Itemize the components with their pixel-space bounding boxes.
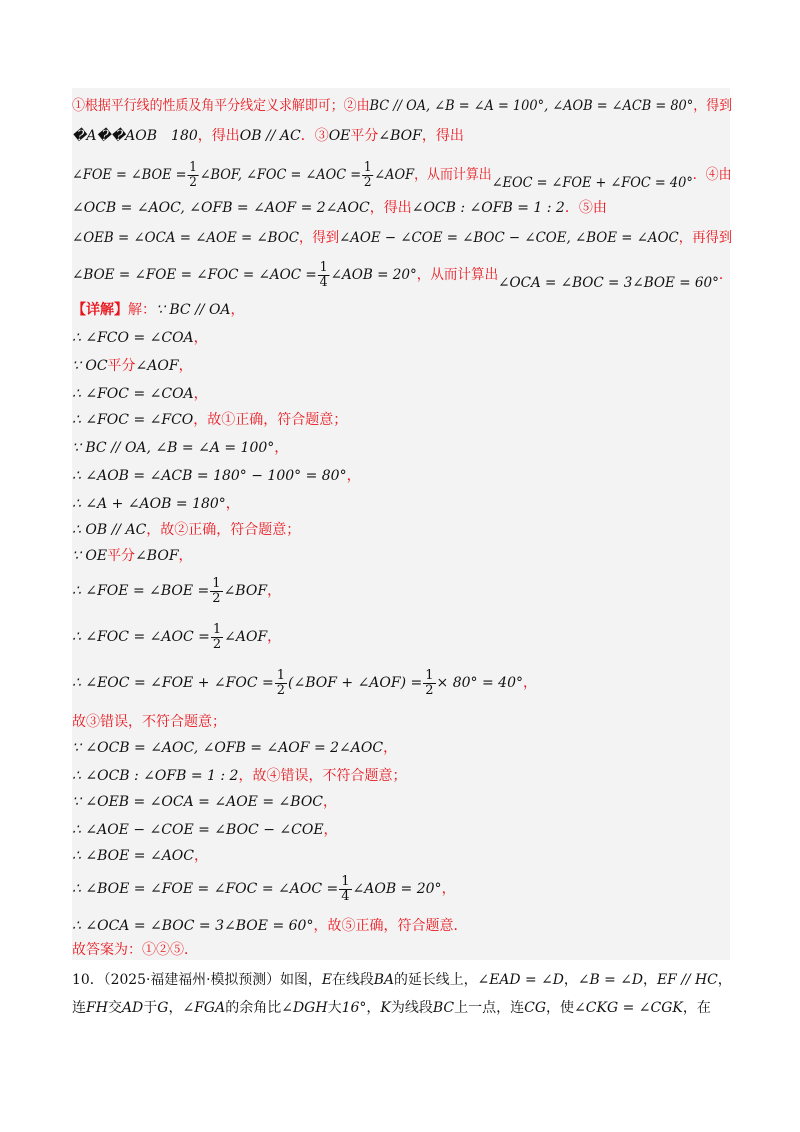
question-text: 在线段 bbox=[332, 972, 374, 988]
analysis-text: ，得到 bbox=[693, 98, 733, 114]
detail-line-10 bbox=[72, 546, 193, 566]
math-expression: ∴ ∠FCO = ∠COA bbox=[72, 330, 194, 346]
math-expression: ∠BOE = ∠FOE = ∠FOC = ∠AOC = bbox=[72, 267, 317, 283]
detail-text: ， bbox=[225, 496, 240, 512]
math-expression: ∠AOF bbox=[374, 167, 415, 183]
math-expression: ∴ ∠FOE = ∠BOE = bbox=[72, 583, 210, 599]
math-expression: ∠BOF bbox=[135, 548, 179, 564]
fraction-quarter: $\frac{1}{4}$ bbox=[319, 259, 328, 290]
fraction-quarter: $\frac{1}{4}$ bbox=[341, 873, 350, 904]
math-expression: BC bbox=[432, 1000, 455, 1016]
math-expression: ∠AOE − ∠COE = ∠BOC − ∠COE, ∠BOE = ∠AOC bbox=[339, 230, 679, 246]
detail-text: ， bbox=[323, 794, 338, 810]
detail-text: ， bbox=[274, 440, 289, 456]
detail-line-6 bbox=[72, 438, 288, 458]
detail-line-16 bbox=[72, 766, 406, 786]
detail-text: ，故⑤正确，符合题意． bbox=[313, 918, 468, 934]
math-expression: ∴ ∠BOE = ∠FOE = ∠FOC = ∠AOC = bbox=[72, 881, 339, 897]
detail-line-2 bbox=[72, 328, 208, 348]
fraction-half: $\frac{1}{2}$ bbox=[189, 159, 197, 190]
detail-text: ，故②正确，符合题意； bbox=[146, 522, 301, 538]
detail-text: ， bbox=[323, 822, 338, 838]
fraction-half: $\frac{1}{2}$ bbox=[363, 159, 372, 190]
question-source: （2025·福建福州·模拟预测） bbox=[103, 972, 281, 988]
fraction-half: $\frac{1}{2}$ bbox=[425, 667, 434, 698]
math-expression: ∵ OC bbox=[72, 358, 108, 374]
math-expression: OB // AC bbox=[239, 128, 301, 144]
question-text: ， bbox=[168, 1000, 183, 1016]
answer-line: 故答案为：①②⑤． bbox=[72, 942, 198, 958]
detail-text: ，故①正确，符合题意； bbox=[193, 412, 348, 428]
detail-text: ， bbox=[383, 740, 398, 756]
math-expression: ∵ OE bbox=[72, 548, 108, 564]
math-expression: ∴ ∠AOB = ∠ACB = 180° − 100° = 80° bbox=[72, 468, 347, 484]
question-text: ，在 bbox=[682, 1000, 711, 1016]
detail-text: ， bbox=[194, 848, 208, 864]
math-expression: �A��AOB 180 bbox=[72, 128, 198, 144]
detail-line-20 bbox=[72, 872, 456, 906]
question-text: ， bbox=[366, 1000, 381, 1016]
math-expression: ∠AOB = 20° bbox=[352, 881, 442, 897]
question-text: 如图， bbox=[280, 972, 322, 988]
detail-line-19 bbox=[72, 846, 208, 866]
math-expression: ∴ ∠A + ∠AOB = 180° bbox=[72, 496, 226, 512]
detail-line-13 bbox=[72, 666, 537, 700]
math-expression: ∴ ∠EOC = ∠FOE + ∠FOC = bbox=[72, 675, 274, 691]
math-expression: ∠BOF, ∠FOC = ∠AOC = bbox=[199, 167, 362, 183]
analysis-text: ①根据平行线的性质及角平分线定义求解即可；②由 bbox=[72, 98, 370, 114]
detail-label: 【详解】 bbox=[72, 302, 128, 318]
detail-text: ， bbox=[346, 468, 361, 484]
math-expression: K bbox=[380, 1000, 391, 1016]
math-expression: ∠AOF bbox=[135, 358, 179, 374]
analysis-line-1 bbox=[72, 96, 732, 116]
question-text: ， bbox=[717, 972, 732, 988]
math-expression: FH bbox=[86, 1000, 108, 1016]
analysis-line-3 bbox=[72, 158, 732, 192]
math-expression: ∵ ∠OCB = ∠AOC, ∠OFB = ∠AOF = 2∠AOC bbox=[72, 740, 384, 756]
math-expression: OE bbox=[328, 128, 351, 144]
math-expression: CG bbox=[524, 1000, 547, 1016]
question-text: ， bbox=[643, 972, 657, 988]
fraction-half: $\frac{1}{2}$ bbox=[212, 575, 221, 606]
math-expression: ∠BOF bbox=[378, 128, 422, 144]
detail-text: 平分 bbox=[107, 548, 136, 564]
math-expression: ∵ BC // OA bbox=[156, 302, 231, 318]
fraction-half: $\frac{1}{2}$ bbox=[276, 667, 285, 698]
analysis-text: ．④由 bbox=[692, 167, 732, 183]
math-expression: ∴ ∠OCB : ∠OFB = 1 : 2 bbox=[72, 768, 239, 784]
math-expression: ∠OCA = ∠BOC = 3∠BOE = 60° bbox=[498, 275, 719, 291]
analysis-text: ． bbox=[718, 267, 733, 283]
analysis-line-4 bbox=[72, 198, 607, 218]
detail-text: 平分 bbox=[107, 358, 136, 374]
detail-line-21 bbox=[72, 916, 467, 936]
math-expression: ∠DGH bbox=[281, 1000, 328, 1016]
math-expression: ∴ ∠OCA = ∠BOC = 3∠BOE = 60° bbox=[72, 918, 314, 934]
math-expression: EF // HC bbox=[656, 972, 718, 988]
detail-line-18 bbox=[72, 820, 338, 840]
math-expression: ∠OCB = ∠AOC, ∠OFB = ∠AOF = 2∠AOC bbox=[72, 200, 370, 216]
math-expression: (∠BOF + ∠AOF) = bbox=[288, 675, 423, 691]
detail-line-4 bbox=[72, 384, 208, 404]
detail-text: ， bbox=[193, 386, 208, 402]
detail-text: ， bbox=[178, 358, 193, 374]
detail-text: 解： bbox=[128, 302, 156, 318]
analysis-line-5 bbox=[72, 228, 732, 248]
analysis-text: ，得出 bbox=[369, 200, 412, 216]
math-expression: BC // OA, ∠B = ∠A = 100°, ∠AOB = ∠ACB = 80° bbox=[369, 98, 694, 114]
detail-text: ， bbox=[267, 583, 282, 599]
detail-line-11 bbox=[72, 574, 281, 608]
math-expression: ∴ ∠BOE = ∠AOC bbox=[72, 848, 194, 864]
detail-line-17 bbox=[72, 792, 337, 812]
detail-text: ， bbox=[230, 302, 245, 318]
math-expression: ∠CKG = ∠CGK bbox=[574, 1000, 683, 1016]
question-text: 为线段 bbox=[390, 1000, 433, 1016]
analysis-line-2 bbox=[72, 126, 464, 146]
question-text: 的延长线上， bbox=[394, 972, 478, 988]
analysis-text: ，得出 bbox=[421, 128, 464, 144]
question-text: 于 bbox=[143, 1000, 158, 1016]
math-expression: ∴ ∠FOC = ∠FCO bbox=[72, 412, 194, 428]
detail-text: ， bbox=[522, 675, 537, 691]
detail-text: ，故④错误，不符合题意； bbox=[238, 768, 407, 784]
math-expression: ∴ ∠AOE − ∠COE = ∠BOC − ∠COE bbox=[72, 822, 324, 838]
math-expression: E bbox=[321, 972, 333, 988]
math-expression: ∠BOF bbox=[223, 583, 268, 599]
math-expression: 16° bbox=[341, 1000, 367, 1016]
math-expression: ∴ ∠FOC = ∠COA bbox=[72, 386, 194, 402]
question-text: ， bbox=[563, 972, 578, 988]
math-expression: ∠B = ∠D bbox=[577, 972, 644, 988]
math-expression: ∵ ∠OEB = ∠OCA = ∠AOE = ∠BOC bbox=[72, 794, 324, 810]
question-text: 大 bbox=[327, 1000, 342, 1016]
analysis-text: ．⑤由 bbox=[564, 200, 607, 216]
math-expression: ∠AOF bbox=[224, 629, 268, 645]
analysis-text: ．③ bbox=[300, 128, 329, 144]
detail-line-9 bbox=[72, 520, 300, 540]
question-text: ，使 bbox=[546, 1000, 575, 1016]
math-expression: ∵ BC // OA, ∠B = ∠A = 100° bbox=[72, 440, 275, 456]
question-text: 连 bbox=[72, 1000, 86, 1016]
math-expression: ∠EAD = ∠D bbox=[477, 972, 564, 988]
math-expression: G bbox=[157, 1000, 169, 1016]
fraction-half: $\frac{1}{2}$ bbox=[212, 621, 222, 652]
detail-line-1 bbox=[72, 300, 245, 320]
question-10-line-1 bbox=[72, 970, 732, 990]
math-expression: ∠FOE = ∠BOE = bbox=[72, 167, 187, 183]
analysis-text: ，得到 bbox=[298, 230, 340, 246]
detail-line-7 bbox=[72, 466, 361, 486]
math-expression: ∠FGA bbox=[182, 1000, 226, 1016]
math-expression: ∠OCB : ∠OFB = 1 : 2 bbox=[411, 200, 565, 216]
math-expression: ∴ OB // AC bbox=[72, 522, 147, 538]
analysis-text: ，从而计算出 bbox=[414, 167, 492, 183]
detail-line-15 bbox=[72, 738, 397, 758]
detail-line-14: 故③错误，不符合题意； bbox=[72, 714, 226, 730]
question-text: 交 bbox=[107, 1000, 122, 1016]
question-10-line-2 bbox=[72, 998, 711, 1018]
math-expression: ∠OEB = ∠OCA = ∠AOE = ∠BOC bbox=[72, 230, 299, 246]
analysis-text: ，从而计算出 bbox=[416, 267, 499, 283]
math-expression: × 80° = 40° bbox=[436, 675, 523, 691]
detail-text: ， bbox=[193, 330, 208, 346]
detail-text: ， bbox=[178, 548, 193, 564]
math-expression: ∠AOB = 20° bbox=[330, 267, 417, 283]
math-expression: BA bbox=[373, 972, 395, 988]
question-number: 10． bbox=[72, 972, 104, 988]
question-text: 上一点，连 bbox=[454, 1000, 525, 1016]
detail-line-12 bbox=[72, 620, 281, 654]
detail-text: ， bbox=[441, 881, 456, 897]
analysis-text: ，再得到 bbox=[678, 230, 733, 246]
analysis-text: 平分 bbox=[350, 128, 379, 144]
analysis-text: ，得出 bbox=[197, 128, 240, 144]
detail-line-5 bbox=[72, 410, 347, 430]
math-expression: AD bbox=[121, 1000, 144, 1016]
detail-text: ， bbox=[267, 629, 282, 645]
question-text: 的余角比 bbox=[225, 1000, 282, 1016]
detail-line-8 bbox=[72, 494, 240, 514]
analysis-line-6 bbox=[72, 258, 732, 292]
detail-line-3 bbox=[72, 356, 193, 376]
math-expression: ∴ ∠FOC = ∠AOC = bbox=[72, 629, 210, 645]
math-expression: ∠EOC = ∠FOE + ∠FOC = 40° bbox=[491, 175, 693, 191]
